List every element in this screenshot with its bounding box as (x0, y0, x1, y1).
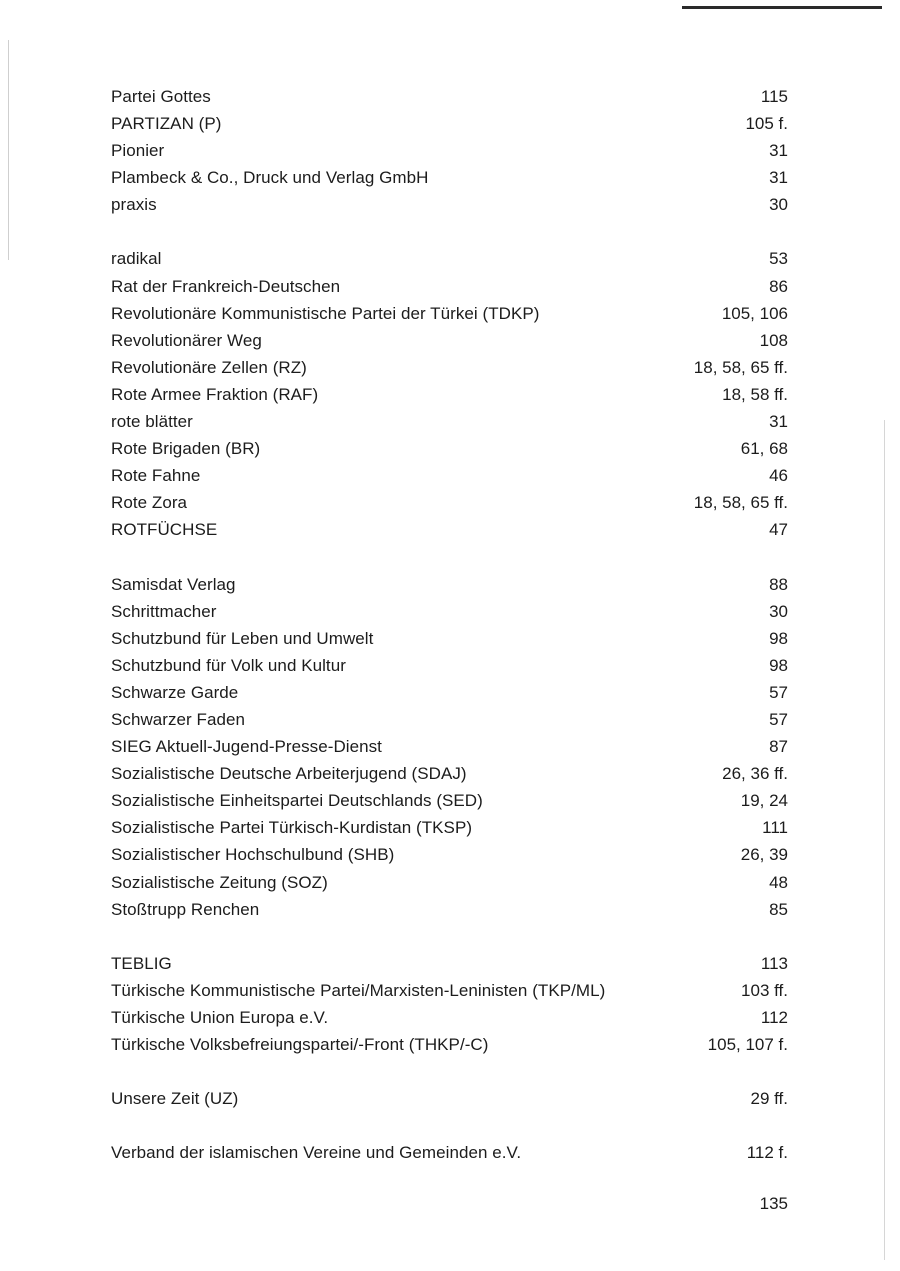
index-entry (111, 191, 788, 218)
index-entry (111, 381, 788, 408)
index-entry (111, 652, 788, 679)
index-pages: 31 (769, 141, 788, 161)
index-pages: 105, 106 (721, 303, 788, 323)
index-entry (111, 598, 788, 625)
index-entry (111, 137, 788, 164)
index-pages: 113 (760, 953, 788, 973)
index-term: SIEG Aktuell-Jugend-Presse-Dienst (111, 737, 382, 757)
scan-left-edge (8, 40, 9, 260)
index-term: Sozialistische Deutsche Arbeiterjugend (SDAJ) (111, 764, 467, 784)
index-entry (111, 760, 788, 787)
index-section-t (111, 950, 788, 1058)
index-pages: 111 (762, 818, 788, 838)
index-pages: 108 (759, 330, 788, 350)
index-term: Pionier (111, 141, 165, 161)
index-term: Sozialistische Partei Türkisch-Kurdistan (TKSP) (111, 818, 473, 838)
scan-top-rule (682, 6, 882, 9)
index-section-r (111, 245, 788, 543)
index-term: Revolutionärer Weg (111, 330, 262, 350)
index-section-u (111, 1085, 788, 1112)
index-pages: 105, 107 f. (707, 1035, 788, 1054)
index-pages: 103 ff. (741, 980, 788, 1000)
index-entry (111, 327, 788, 354)
index-entry (111, 977, 788, 1004)
index-entry (111, 164, 788, 191)
index-term: Rote Brigaden (BR) (111, 439, 261, 459)
index-entry (111, 516, 788, 543)
index-term: Revolutionäre Kommunistische Partei der Türkei (TDKP) (111, 303, 540, 323)
index-term: Unsere Zeit (UZ) (111, 1089, 239, 1109)
index-pages: 30 (769, 195, 788, 215)
index-term: Türkische Volksbefreiungspartei/-Front (THKP/-C) (111, 1035, 489, 1054)
index-pages: 115 (760, 87, 788, 106)
index-entry (111, 706, 788, 733)
index-pages: 112 (760, 1007, 788, 1027)
index-entry (111, 110, 788, 137)
index-pages: 57 (769, 709, 788, 729)
index-term: Plambeck & Co., Druck und Verlag GmbH (111, 168, 429, 188)
index-term: Rote Armee Fraktion (RAF) (111, 384, 319, 404)
index-pages: 29 ff. (750, 1089, 788, 1109)
index-entry (111, 950, 788, 977)
index-term: Sozialistischer Hochschulbund (SHB) (111, 845, 395, 865)
index-entry (111, 625, 788, 652)
index-term: Schwarze Garde (111, 682, 239, 702)
index-pages: 88 (769, 574, 788, 594)
index-term: Rote Fahne (111, 466, 201, 486)
index-term: Schwarzer Faden (111, 709, 245, 729)
index-term: PARTIZAN (P) (111, 114, 222, 134)
index-entry (111, 83, 788, 110)
index-section-s (111, 571, 788, 923)
index-entry (111, 733, 788, 760)
index-pages: 85 (769, 899, 788, 919)
index-term: rote blätter (111, 412, 193, 432)
index-pages: 30 (769, 601, 788, 621)
index-entry (111, 787, 788, 814)
index-section-v (111, 1139, 788, 1166)
index-pages: 31 (769, 412, 788, 432)
index-term: Revolutionäre Zellen (RZ) (111, 357, 307, 377)
index-entry (111, 408, 788, 435)
index-entry (111, 1085, 788, 1112)
index-entry (111, 679, 788, 706)
index-pages: 31 (769, 168, 788, 188)
index-pages: 53 (769, 249, 788, 269)
index-pages: 112 f. (746, 1143, 788, 1163)
index-pages: 46 (769, 466, 788, 486)
index-term: ROTFÜCHSE (111, 520, 218, 540)
index-pages: 47 (769, 520, 788, 540)
index-entry (111, 1031, 788, 1058)
index-term: Sozialistische Einheitspartei Deutschlands (SED) (111, 791, 483, 811)
index-term: Schrittmacher (111, 601, 217, 621)
index-entry (111, 489, 788, 516)
index-pages: 87 (769, 737, 788, 757)
index-entry (111, 245, 788, 272)
index-term: Schutzbund für Volk und Kultur (111, 655, 346, 675)
index-term: Stoßtrupp Renchen (111, 899, 260, 919)
index-term: Türkische Union Europa e.V. (111, 1007, 329, 1027)
index-term: TEBLIG (111, 953, 172, 973)
index-entry (111, 869, 788, 896)
index-pages: 86 (769, 276, 788, 296)
index-pages: 61, 68 (740, 439, 788, 459)
index-term: Partei Gottes (111, 87, 211, 106)
index-pages: 105 f. (745, 114, 788, 134)
index-entry (111, 354, 788, 381)
index-term: Verband der islamischen Vereine und Gemeinden e.V. (111, 1143, 522, 1163)
index-entry (111, 273, 788, 300)
index-entry (111, 435, 788, 462)
index-entry (111, 571, 788, 598)
index-entry (111, 1004, 788, 1031)
index-pages: 19, 24 (740, 791, 788, 811)
index-term: Türkische Kommunistische Partei/Marxisten-Leninisten (TKP/ML) (111, 980, 606, 1000)
index-entry (111, 1139, 788, 1166)
index-pages: 98 (769, 628, 788, 648)
index-pages: 98 (769, 655, 788, 675)
index-entry (111, 300, 788, 327)
index-pages: 57 (769, 682, 788, 702)
index-pages: 18, 58, 65 ff. (693, 357, 788, 377)
index-entry (111, 462, 788, 489)
index-section-p (111, 83, 788, 218)
index-pages: 18, 58 ff. (722, 384, 788, 404)
scan-right-edge (884, 420, 885, 1260)
page-number: 135 (759, 1194, 788, 1213)
index-term: Schutzbund für Leben und Umwelt (111, 628, 374, 648)
index-entry (111, 841, 788, 868)
index-entry (111, 814, 788, 841)
index-term: radikal (111, 249, 162, 269)
index-term: Sozialistische Zeitung (SOZ) (111, 872, 328, 892)
index-term: Rat der Frankreich-Deutschen (111, 276, 341, 296)
index-page (111, 83, 788, 1166)
index-pages: 26, 39 (740, 845, 788, 865)
index-pages: 26, 36 ff. (722, 764, 788, 784)
index-term: Samisdat Verlag (111, 574, 236, 594)
index-pages: 18, 58, 65 ff. (693, 493, 788, 513)
index-term: praxis (111, 195, 157, 215)
index-pages: 48 (769, 872, 788, 892)
index-term: Rote Zora (111, 493, 188, 513)
index-entry (111, 896, 788, 923)
